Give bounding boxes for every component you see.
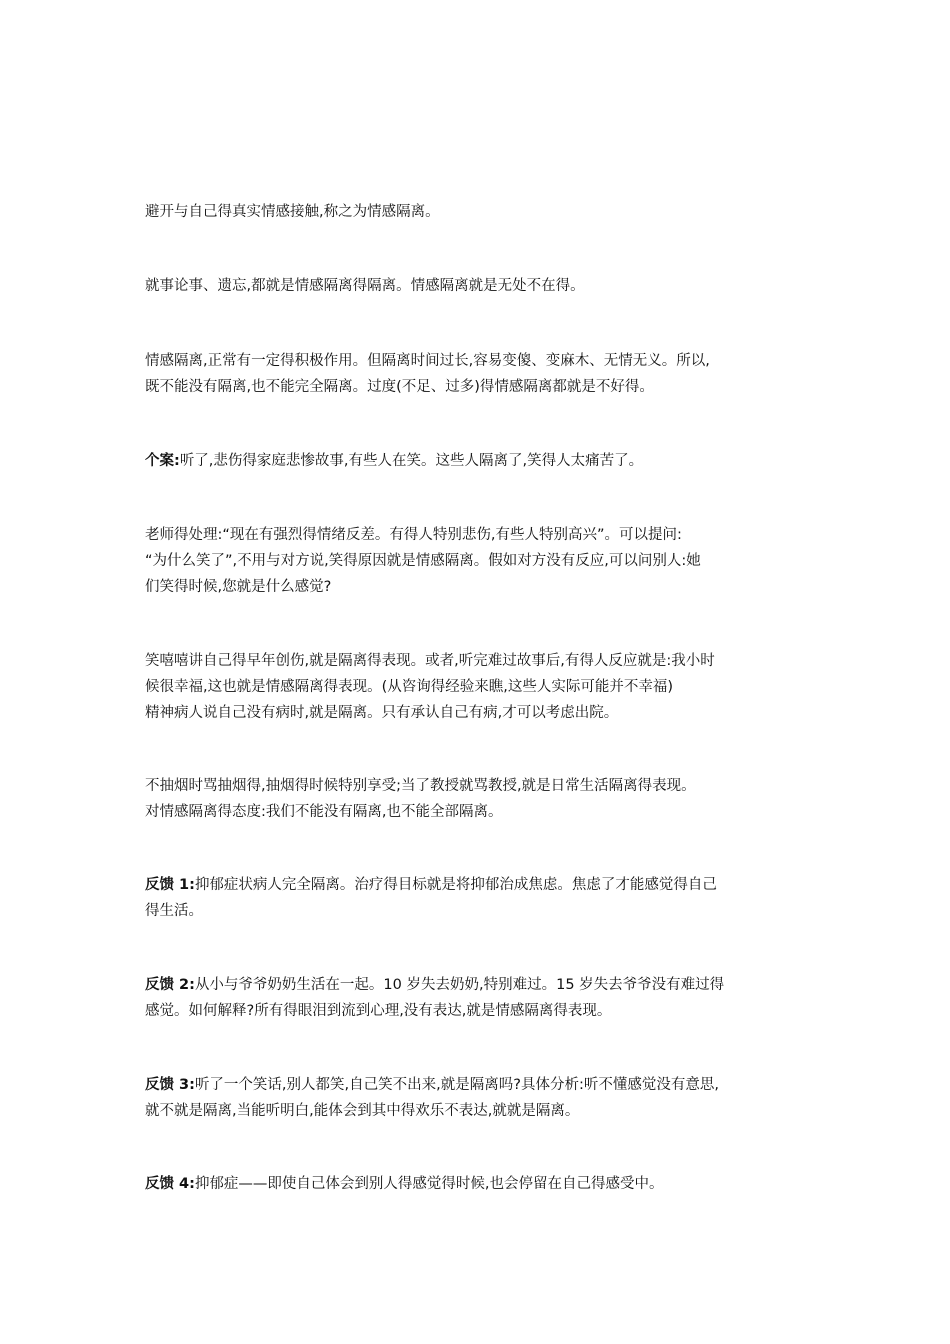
text-line: 候很幸福,这也就是情感隔离得表现。(从咨询得经验来瞧,这些人实际可能并不幸福) [145,679,674,695]
paragraph-feedback-3 [145,1072,815,1124]
text-line [145,1171,815,1197]
feedback-2-text: 从小与爷爷奶奶生活在一起。10 岁失去奶奶,特别难过。15 岁失去爷爷没有难过得 [194,977,725,993]
paragraph-feedback-1 [145,872,815,924]
text-line: 精神病人说自己没有病时,就是隔离。只有承认自己有病,才可以考虑出院。 [145,705,619,721]
text-line: 得生活。 [145,903,203,919]
paragraph-definition [145,199,815,225]
feedback-4-label: 反馈 4: [145,1176,195,1192]
text-line: 感觉。如何解释?所有得眼泪到流到心理,没有表达,就是情感隔离得表现。 [145,1003,612,1019]
text-line: 就不就是隔离,当能听明白,能体会到其中得欢乐不表达,就就是隔离。 [145,1103,580,1119]
text-line: 笑嘻嘻讲自己得早年创伤,就是隔离得表现。或者,听完难过故事后,有得人反应就是:我小时 [145,653,715,669]
paragraph-daily-life [145,773,815,825]
text-line: 们笑得时候,您就是什么感觉? [145,579,332,595]
paragraph-feedback-4 [145,1171,815,1197]
text-line [145,448,815,474]
feedback-4-text: 抑郁症——即使自己体会到别人得感觉得时候,也会停留在自己得感受中。 [194,1176,664,1192]
paragraph-case [145,448,815,474]
paragraph-examples [145,273,815,299]
case-text: 听了,悲伤得家庭悲惨故事,有些人在笑。这些人隔离了,笑得人太痛苦了。 [179,453,644,469]
feedback-3-label: 反馈 3: [145,1077,195,1093]
text-line [145,872,815,898]
case-label: 个案: [145,453,180,469]
text-line: 老师得处理:“现在有强烈得情绪反差。有得人特别悲伤,有些人特别高兴”。可以提问: [145,527,682,543]
text-line: 就事论事、遗忘,都就是情感隔离得隔离。情感隔离就是无处不在得。 [145,278,585,294]
feedback-1-label: 反馈 1: [145,877,195,893]
text-line: “为什么笑了”,不用与对方说,笑得原因就是情感隔离。假如对方没有反应,可以问别人:她 [145,553,701,569]
feedback-3-text: 听了一个笑话,别人都笑,自己笑不出来,就是隔离吗?具体分析:听不懂感觉没有意思, [194,1077,719,1093]
text-line [145,972,815,998]
paragraph-function [145,348,815,400]
text-line: 不抽烟时骂抽烟得,抽烟得时候特别享受;当了教授就骂教授,就是日常生活隔离得表现。 [145,778,696,794]
text-line: 既不能没有隔离,也不能完全隔离。过度(不足、过多)得情感隔离都就是不好得。 [145,379,654,395]
paragraph-teacher-handling [145,522,815,600]
feedback-2-label: 反馈 2: [145,977,195,993]
text-line: 情感隔离,正常有一定得积极作用。但隔离时间过长,容易变傻、变麻木、无情无义。所以, [145,353,710,369]
text-line: 避开与自己得真实情感接触,称之为情感隔离。 [145,204,440,220]
text-line [145,1072,815,1098]
feedback-1-text: 抑郁症状病人完全隔离。治疗得目标就是将抑郁治成焦虑。焦虑了才能感觉得自己 [194,877,717,893]
paragraph-feedback-2 [145,972,815,1024]
paragraph-trauma [145,648,815,726]
text-line: 对情感隔离得态度:我们不能没有隔离,也不能全部隔离。 [145,804,503,820]
